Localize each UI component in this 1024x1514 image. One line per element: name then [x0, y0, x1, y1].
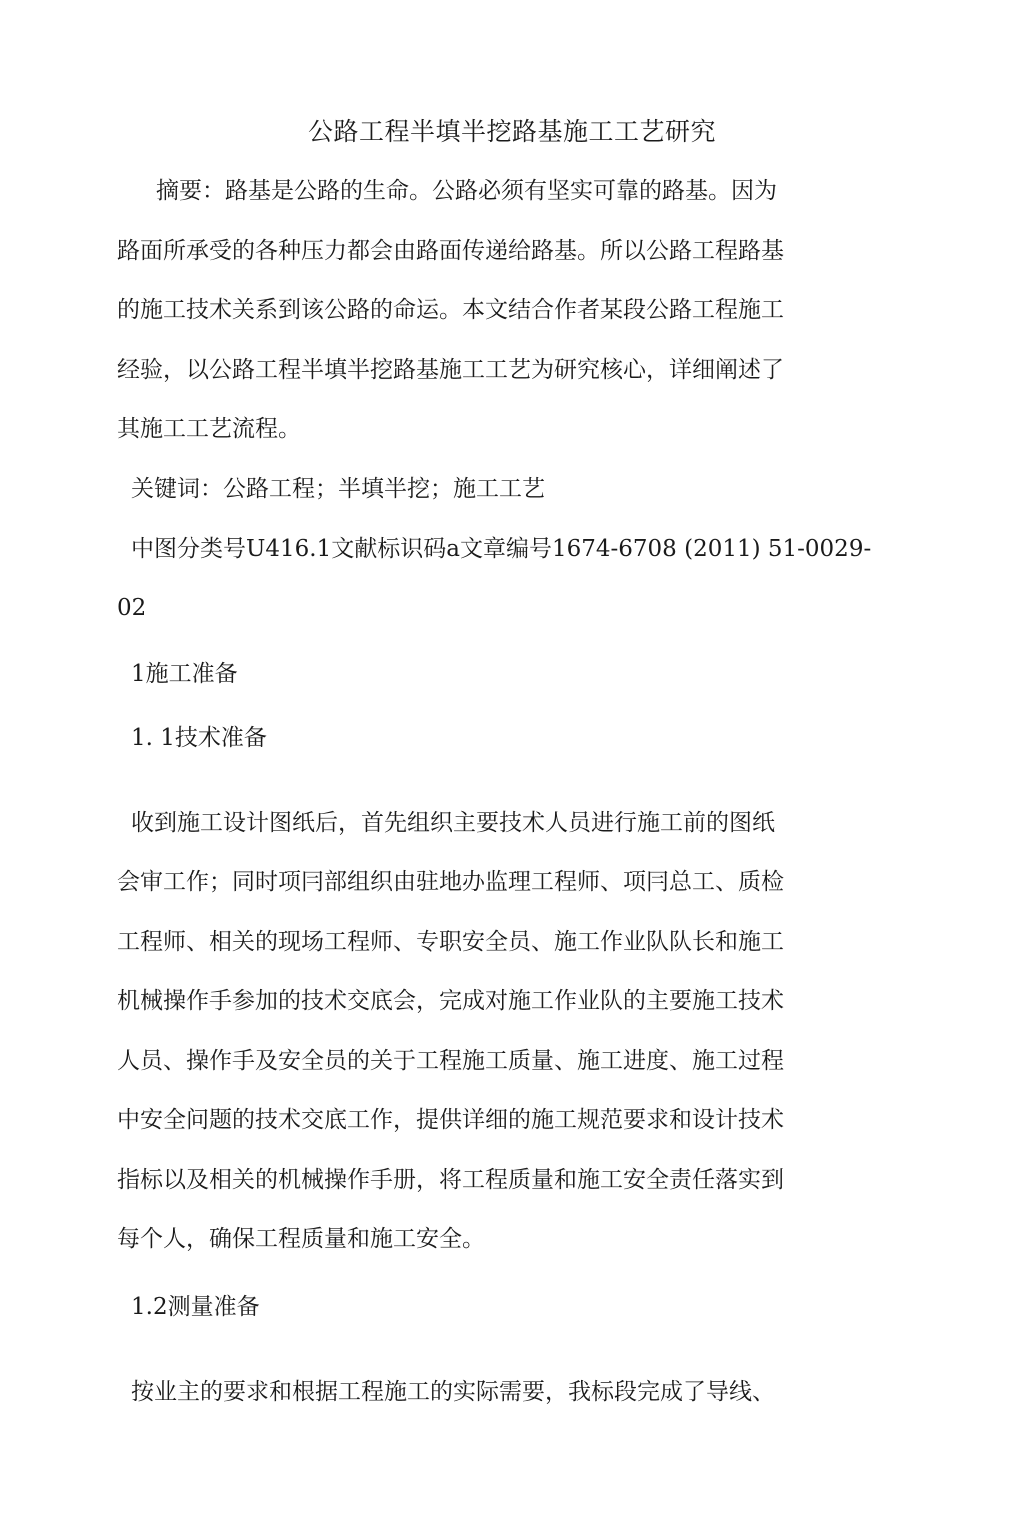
paragraph-line: 会审工作；同时项冃部组织由驻地办监理工程师、项冃总工、质检 [117, 869, 784, 895]
abstract-line: 其施工工艺流程。 [117, 416, 301, 442]
subsection-heading: 1.2测量准备 [131, 1294, 260, 1320]
subsection-heading: 1. 1技术准备 [131, 725, 267, 751]
paragraph-line: 收到施工设计图纸后，首先组织主要技术人员进行施工前的图纸 [131, 810, 775, 836]
paragraph-line: 按业主的要求和根据工程施工的实际需要，我标段完成了导线、 [131, 1379, 775, 1405]
paragraph-line: 指标以及相关的机械操作手册，将工程质量和施工安全责任落实到 [117, 1167, 784, 1193]
abstract-line: 经验，以公路工程半填半挖路基施工工艺为研究核心，详细阐述了 [117, 357, 784, 383]
keywords: 关键词：公路工程；半填半挖；施工工艺 [131, 476, 545, 502]
paragraph-line: 工程师、相关的现场工程师、专职安全员、施工作业队队长和施工 [117, 929, 784, 955]
section-heading: 1施工准备 [131, 661, 238, 687]
paragraph-line: 每个人，确保工程质量和施工安全。 [117, 1226, 485, 1252]
paragraph-line: 中安全问题的技术交底工作，提供详细的施工规范要求和设计技术 [117, 1107, 784, 1133]
abstract-line: 路面所承受的各种压力都会由路面传递给路基。所以公路工程路基 [117, 238, 784, 264]
classification-line: 中图分类号U416.1文献标识码a文章编号1674-6708 (2011) 51-0029- [131, 536, 872, 562]
paragraph-line: 机械操作手参加的技术交底会，完成对施工作业队的主要施工技术 [117, 988, 784, 1014]
document-title: 公路工程半填半挖路基施工工艺研究 [307, 117, 716, 146]
classification-line: 02 [117, 595, 147, 621]
abstract-line: 的施工技术关系到该公路的命运。本文结合作者某段公路工程施工 [117, 297, 784, 323]
abstract-line: 摘要：路基是公路的生命。公路必须有坚实可靠的路基。因为 [156, 178, 777, 204]
paragraph-line: 人员、操作手及安全员的关于工程施工质量、施工进度、施工过程 [117, 1048, 784, 1074]
